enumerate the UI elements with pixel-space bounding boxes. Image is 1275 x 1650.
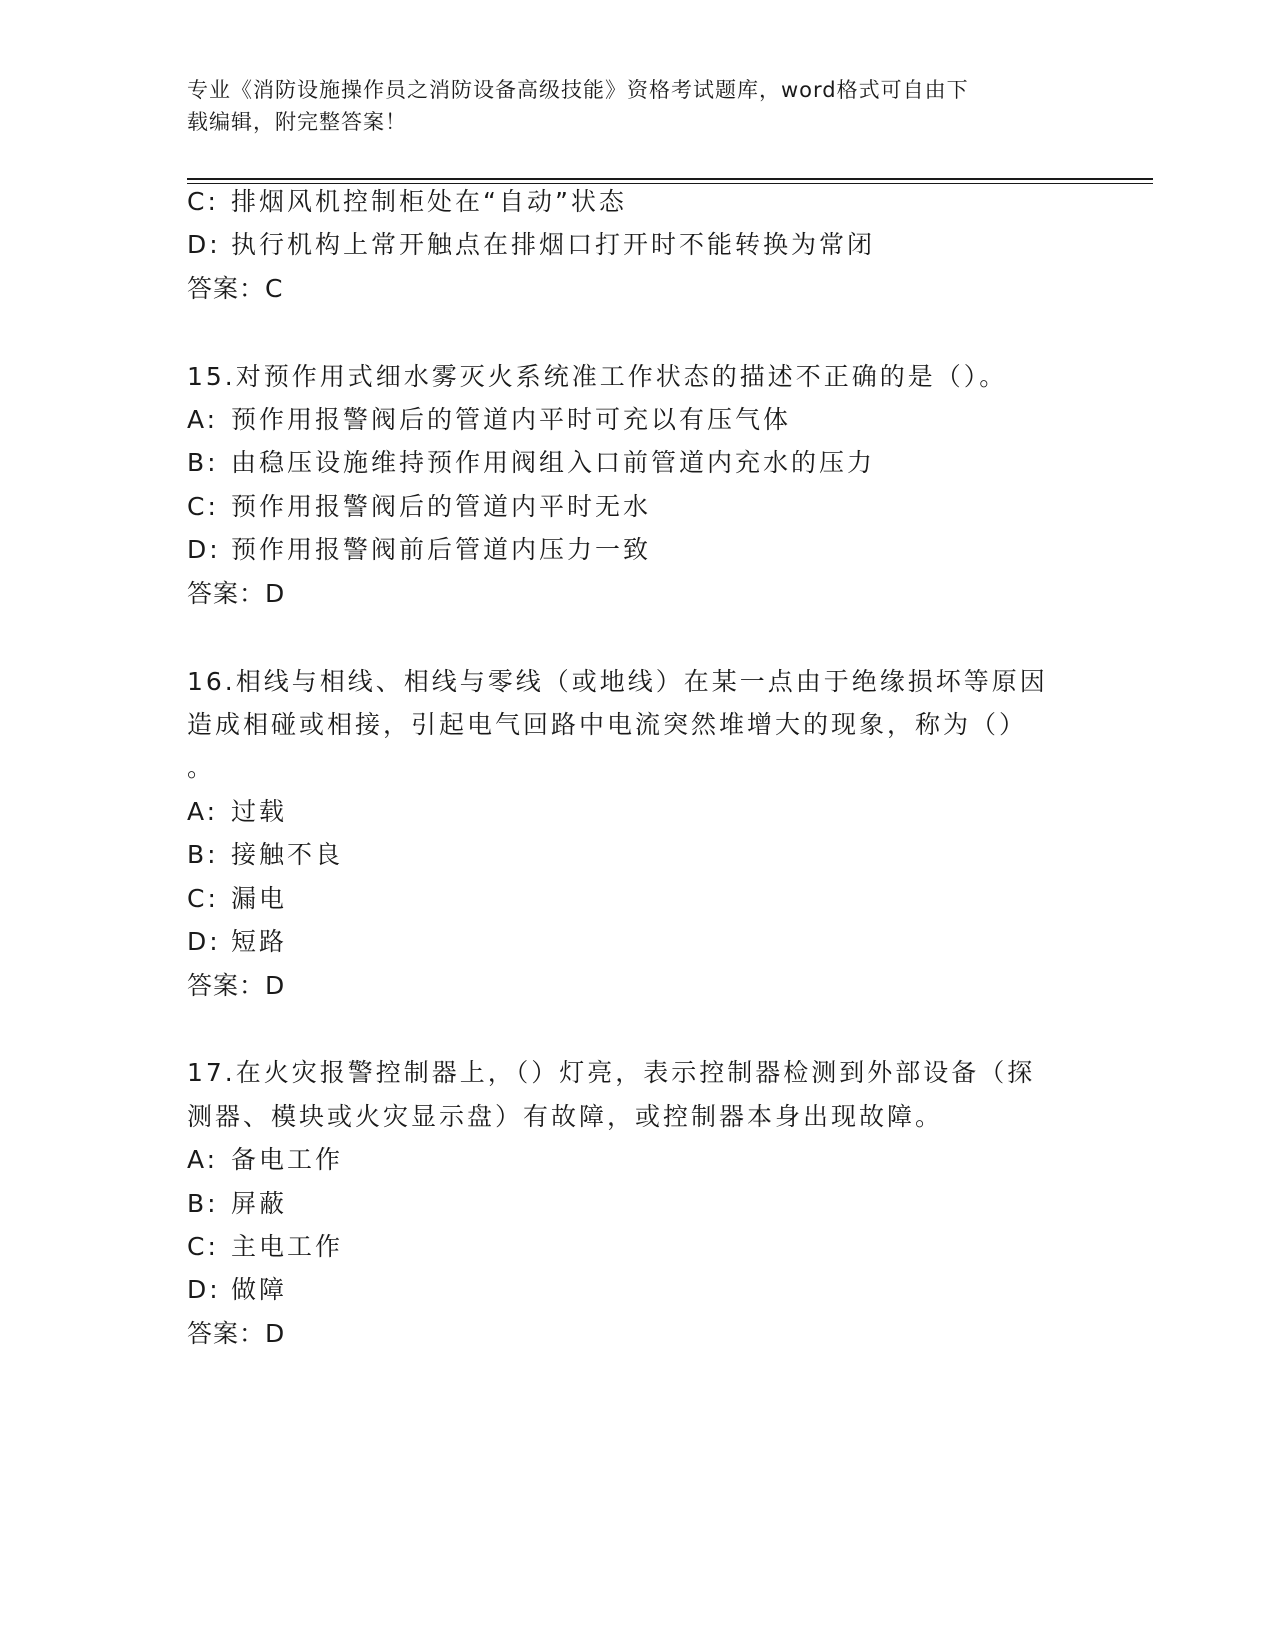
document-page	[187, 0, 1157, 1650]
question-stem-cont: 造成相碰或相接，引起电气回路中电流突然堆增大的现象，称为（）	[187, 710, 1028, 739]
option-letter: A:	[187, 405, 219, 434]
option-letter: B:	[187, 448, 219, 477]
option-d	[187, 925, 287, 959]
answer-line: 答案：D	[187, 971, 286, 1000]
option-letter: C:	[187, 884, 219, 913]
option-b	[187, 838, 343, 872]
option-c	[187, 185, 627, 219]
option-text: 做障	[231, 1275, 288, 1304]
document-header	[187, 74, 1087, 138]
option-b	[187, 446, 875, 480]
question-stem-cont: 测器、模块或火灾显示盘）有故障，或控制器本身出现故障。	[187, 1102, 944, 1131]
option-text: 由稳压设施维持预作用阀组入口前管道内充水的压力	[231, 448, 876, 477]
option-b	[187, 1187, 287, 1221]
option-letter: A:	[187, 1145, 219, 1174]
option-c	[187, 1230, 343, 1264]
option-a	[187, 1143, 343, 1177]
option-text: 漏电	[231, 884, 288, 913]
option-d	[187, 228, 875, 262]
option-a	[187, 403, 791, 437]
answer-line: 答案：C	[187, 274, 284, 303]
option-letter: D:	[187, 230, 221, 259]
option-text: 备电工作	[231, 1145, 344, 1174]
question-stem: 16.相线与相线、相线与零线（或地线）在某一点由于绝缘损坏等原因	[187, 667, 1048, 696]
option-d	[187, 533, 651, 567]
option-text: 短路	[231, 927, 288, 956]
option-letter: D:	[187, 535, 221, 564]
option-d	[187, 1273, 287, 1307]
option-text: 预作用报警阀前后管道内压力一致	[231, 535, 652, 564]
option-text: 排烟风机控制柜处在“自动”状态	[231, 187, 627, 216]
option-text: 接触不良	[231, 840, 344, 869]
question-stem: 15.对预作用式细水雾灭火系统准工作状态的描述不正确的是（）。	[187, 362, 1008, 391]
option-text: 预作用报警阀后的管道内平时可充以有压气体	[231, 405, 792, 434]
option-text: 预作用报警阀后的管道内平时无水	[231, 492, 652, 521]
option-a	[187, 795, 287, 829]
header-line-1: 专业《消防设施操作员之消防设备高级技能》资格考试题库，word格式可自由下	[187, 78, 969, 102]
option-letter: C:	[187, 187, 219, 216]
option-letter: C:	[187, 1232, 219, 1261]
option-letter: B:	[187, 840, 219, 869]
question-stem-cont: 。	[187, 753, 216, 782]
option-text: 执行机构上常开触点在排烟口打开时不能转换为常闭	[231, 230, 876, 259]
header-divider-thick	[187, 178, 1153, 180]
header-divider-thin	[187, 183, 1153, 184]
option-c	[187, 490, 651, 524]
option-letter: B:	[187, 1189, 219, 1218]
option-letter: C:	[187, 492, 219, 521]
option-letter: D:	[187, 927, 221, 956]
answer-line: 答案：D	[187, 579, 286, 608]
header-line-2: 载编辑，附完整答案！	[187, 110, 407, 134]
option-text: 主电工作	[231, 1232, 344, 1261]
answer-line: 答案：D	[187, 1319, 286, 1348]
question-stem: 17.在火灾报警控制器上，（）灯亮，表示控制器检测到外部设备（探	[187, 1058, 1036, 1087]
option-text: 过载	[231, 797, 288, 826]
option-letter: A:	[187, 797, 219, 826]
option-c	[187, 882, 287, 916]
option-letter: D:	[187, 1275, 221, 1304]
option-text: 屏蔽	[231, 1189, 288, 1218]
